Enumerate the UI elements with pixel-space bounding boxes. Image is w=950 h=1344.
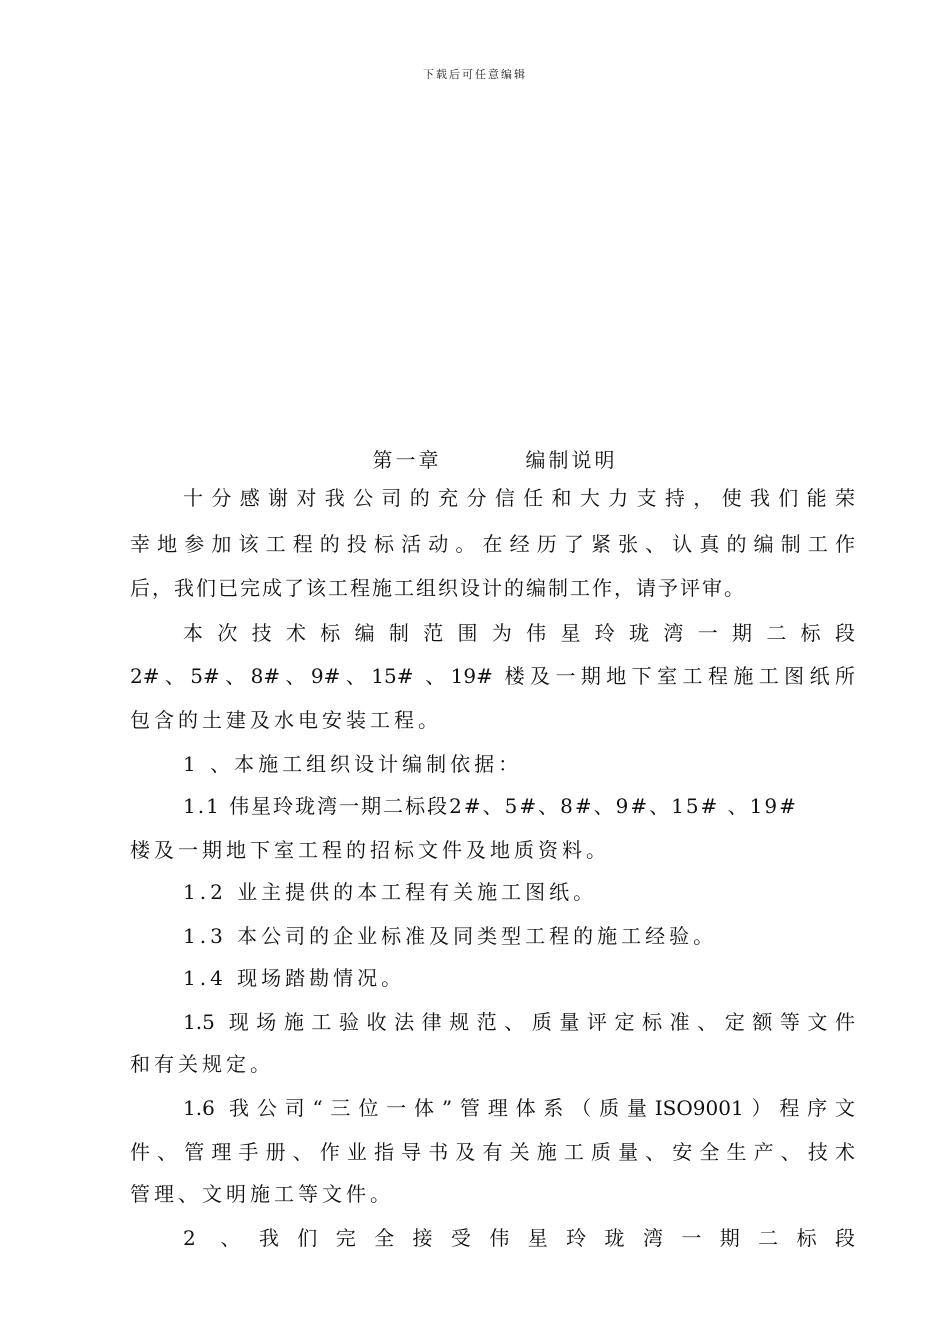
paragraph-line: 本次技术标编制范围为伟星玲珑湾一期二标段 [183, 621, 855, 645]
paragraph-line: 1.6 我公司“三位一体”管理体系（质量ISO9001）程序文 [183, 1096, 855, 1120]
paragraph-line: 1.5 现场施工验收法律规范、质量评定标准、定额等文件 [183, 1010, 855, 1034]
chapter-number: 第一章 [372, 448, 442, 472]
paragraph-line: 十分感谢对我公司的充分信任和大力支持，使我们能荣 [183, 486, 855, 510]
paragraph-line: 和有关规定。 [130, 1052, 274, 1076]
paragraph-line: 1 、本施工组织设计编制依据： [183, 752, 523, 776]
paragraph-line: 楼及一期地下室工程的招标文件及地质资料。 [130, 838, 610, 862]
paragraph-line: 管理、文明施工等文件。 [130, 1182, 394, 1206]
paragraph-line: 2 、我们完全接受伟星玲珑湾一期二标段 [183, 1226, 855, 1250]
paragraph-line: 1.2 业主提供的本工程有关施工图纸。 [183, 880, 598, 904]
paragraph-line: 幸地参加该工程的投标活动。在经历了紧张、认真的编制工作 [130, 532, 855, 556]
paragraph-line: 1.4 现场踏勘情况。 [183, 966, 406, 990]
chapter-title [0, 444, 950, 473]
paragraph-line: 件、管理手册、作业指导书及有关施工质量、安全生产、技术 [130, 1140, 855, 1164]
paragraph-line: 1.1 伟星玲珑湾一期二标段2#、5#、8#、9#、15# 、19# [183, 794, 798, 818]
paragraph-line: 1.3 本公司的企业标准及同类型工程的施工经验。 [183, 924, 718, 948]
paragraph-line: 后，我们已完成了该工程施工组织设计的编制工作，请予评审。 [130, 576, 746, 600]
header-note: 下载后可任意编辑 [423, 68, 527, 81]
chapter-name: 编制说明 [525, 448, 618, 472]
paragraph-line: 包含的土建及水电安装工程。 [130, 708, 442, 732]
paragraph-line: 2#、5#、8#、9#、15# 、19# 楼及一期地下室工程施工图纸所 [130, 664, 855, 688]
